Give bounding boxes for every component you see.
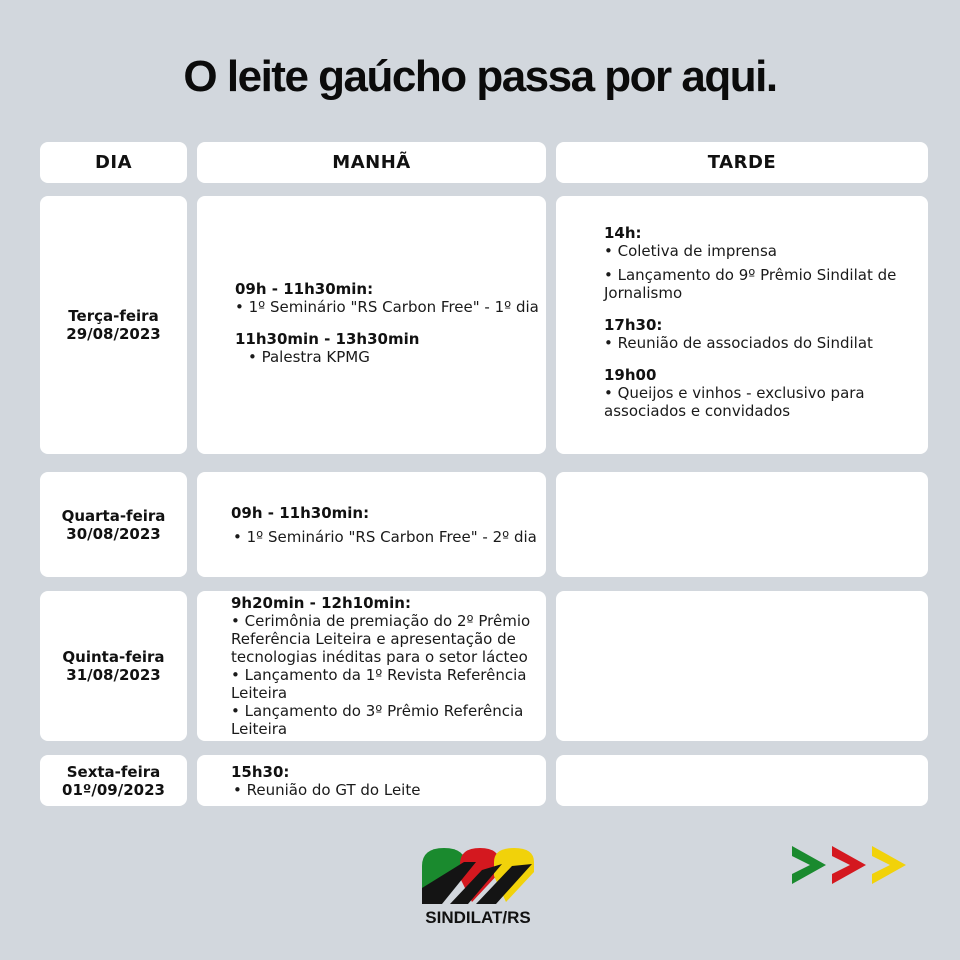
schedule-item: • Queijos e vinhos - exclusivo para associados e convidados (604, 384, 865, 420)
tarde-cell-quinta (556, 591, 928, 741)
day-name: Quarta-feira (61, 506, 166, 525)
red-chevron-icon (832, 846, 866, 884)
day-cell-sexta (40, 755, 187, 806)
time-slot: 9h20min - 12h10min: (231, 594, 411, 612)
green-chevron-icon (792, 846, 826, 884)
tarde-cell-quarta (556, 472, 928, 577)
schedule-item: • Lançamento da 1º Revista Referência Leiteira (231, 666, 527, 702)
tarde-cell-sexta (556, 755, 928, 806)
day-date: 31/08/2023 (66, 666, 161, 684)
time-slot: 11h30min - 13h30min (235, 330, 420, 348)
schedule-item: • Lançamento do 3º Prêmio Referência Leiteira (231, 702, 524, 738)
time-slot: 09h - 11h30min: (231, 503, 370, 522)
manha-cell-sexta (197, 755, 546, 806)
time-slot: 19h00 (604, 366, 657, 384)
schedule-item: • 1º Seminário "RS Carbon Free" - 2º dia (233, 527, 537, 546)
manha-cell-quinta (197, 591, 546, 741)
day-cell-terca (40, 196, 187, 454)
day-name: Terça-feira (68, 307, 159, 325)
day-cell-quinta (40, 591, 187, 741)
sindilat-logo (420, 844, 536, 906)
chevron-arrows-icon (788, 842, 912, 888)
header-manha: MANHÃ (197, 142, 546, 183)
header-dia: DIA (40, 142, 187, 183)
time-slot: 17h30: (604, 316, 663, 334)
tarde-cell-terca (556, 196, 928, 454)
day-cell-quarta (40, 472, 187, 577)
schedule-item: • Palestra KPMG (248, 348, 370, 366)
schedule-item: • Lançamento do 9º Prêmio Sindilat de Jornalismo (604, 266, 897, 302)
schedule-item: • Cerimônia de premiação do 2º Prêmio Referência Leiteira e apresentação de tecnologias inéditas para o setor lácteo (231, 612, 531, 666)
header-tarde: TARDE (556, 142, 928, 183)
time-slot: 09h - 11h30min: (235, 280, 374, 298)
day-name: Quinta-feira (62, 648, 165, 666)
schedule-item: • 1º Seminário "RS Carbon Free" - 1º dia (235, 298, 539, 316)
time-slot: 15h30: (231, 762, 290, 781)
schedule-item: • Reunião do GT do Leite (233, 780, 421, 799)
day-name: Sexta-feira (66, 762, 161, 781)
page-title: O leite gaúcho passa por aqui. (183, 52, 777, 101)
manha-cell-terca (197, 196, 546, 454)
day-date: 29/08/2023 (66, 325, 161, 343)
schedule-item: • Reunião de associados do Sindilat (604, 334, 873, 352)
time-slot: 14h: (604, 224, 642, 242)
manha-cell-quarta (197, 472, 546, 577)
schedule-item: • Coletiva de imprensa (604, 242, 777, 260)
yellow-chevron-icon (872, 846, 906, 884)
logo-text: SINDILAT/RS (425, 908, 531, 927)
day-date: 30/08/2023 (66, 524, 161, 543)
day-date: 01º/09/2023 (62, 780, 165, 799)
